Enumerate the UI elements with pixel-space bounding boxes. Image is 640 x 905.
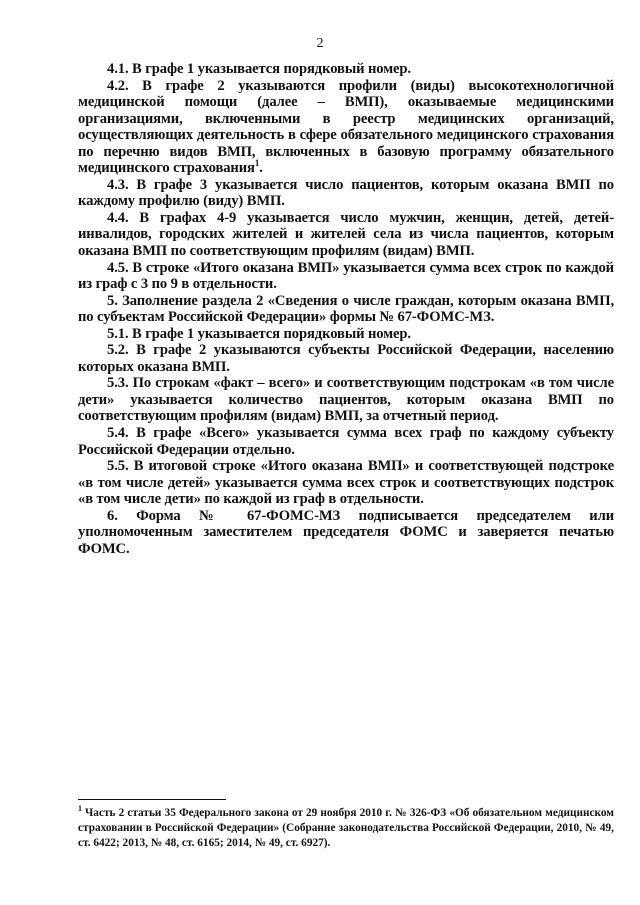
paragraph-5-2: 5.2. В графе 2 указываются субъекты Российской Федерации, населению которых оказана ВМП. [78, 342, 614, 375]
paragraph-5-4: 5.4. В графе «Всего» указывается сумма всех граф по каждому субъекту Российской Федерации отдельно. [78, 425, 614, 458]
paragraph-5-3: 5.3. По строкам «факт – всего» и соответствующим подстрокам «в том числе дети» указывается количество пациентов, которым оказана ВМП по соответствующим профилям (видам) ВМП, за отчетный период. [78, 375, 614, 425]
footnote-marker: 1 [78, 804, 82, 814]
paragraph-5: 5. Заполнение раздела 2 «Сведения о числе граждан, которым оказана ВМП, по субъектам Российской Федерации» формы № 67-ФОМС-МЗ. [78, 292, 614, 326]
footnote-text: Часть 2 статьи 35 Федерального закона от 29 ноября 2010 г. № 326-ФЗ «Об обязательном медицинском страховании в Российской Федерации» (Собрание законодательства Российской Федерации, 2010, № 49, ст. 6422; 2013, № 48, ст. 6165; 2014, № 49, ст. 6927). [78, 807, 614, 850]
paragraph-5-5: 5.5. В итоговой строке «Итого оказана ВМП» и соответствующей подстроке «в том числе детей» указывается сумма всех строк и соответствующих подстрок «в том числе дети» по каждой из граф в отдельности. [78, 458, 614, 508]
paragraph-4-1: 4.1. В графе 1 указывается порядковый номер. [107, 61, 411, 77]
paragraph-4-2-text: 4.2. В графе 2 указываются профили (виды) высокотехнологичной медицинской помощи (далее – ВМП), оказываемые медицинскими организациями, включенными в реестр медицинских организаций, осуществляющих деятельность в сфере обязательного медицинского страхования по перечню видов ВМП, включенных в базовую программу обязательного медицинского страхования [78, 77, 614, 177]
document-body [78, 61, 614, 557]
footnote [78, 806, 614, 852]
paragraph-4-4: 4.4. В графах 4-9 указывается число мужчин, женщин, детей, детей-инвалидов, городских жителей и жителей села из числа пациентов, которым оказана ВМП по соответствующим профилям (видам) ВМП. [78, 209, 614, 260]
paragraph-4-3: 4.3. В графе 3 указывается число пациентов, которым оказана ВМП по каждому профилю (виду) ВМП. [78, 176, 614, 210]
paragraph-4-5: 4.5. В строке «Итого оказана ВМП» указывается сумма всех строк по каждой из граф с 3 по 9 в отдельности. [78, 259, 614, 293]
paragraph-4-2: 4.2. В графе 2 указываются профили (виды) высокотехнологичной медицинской помощи (далее – ВМП), оказываемые медицинскими организациями, включенными в реестр медицинских организаций, осуществляющих деятельность в сфере обязательного медицинского страхования по перечню видов ВМП, включенных в базовую программу обязательного медицинского страхования$^1$. [78, 77, 614, 177]
page-number: 2 [316, 36, 324, 51]
footnote-reference: 1 [254, 158, 260, 169]
paragraph-6: 6. Форма № 67-ФОМС-МЗ подписывается председателем или уполномоченным заместителем председателя ФОМС и заверяется печатью ФОМС. [78, 507, 614, 557]
footnote-divider [78, 799, 226, 800]
paragraph-5-1: 5.1. В графе 1 указывается порядковый номер. [107, 325, 411, 342]
